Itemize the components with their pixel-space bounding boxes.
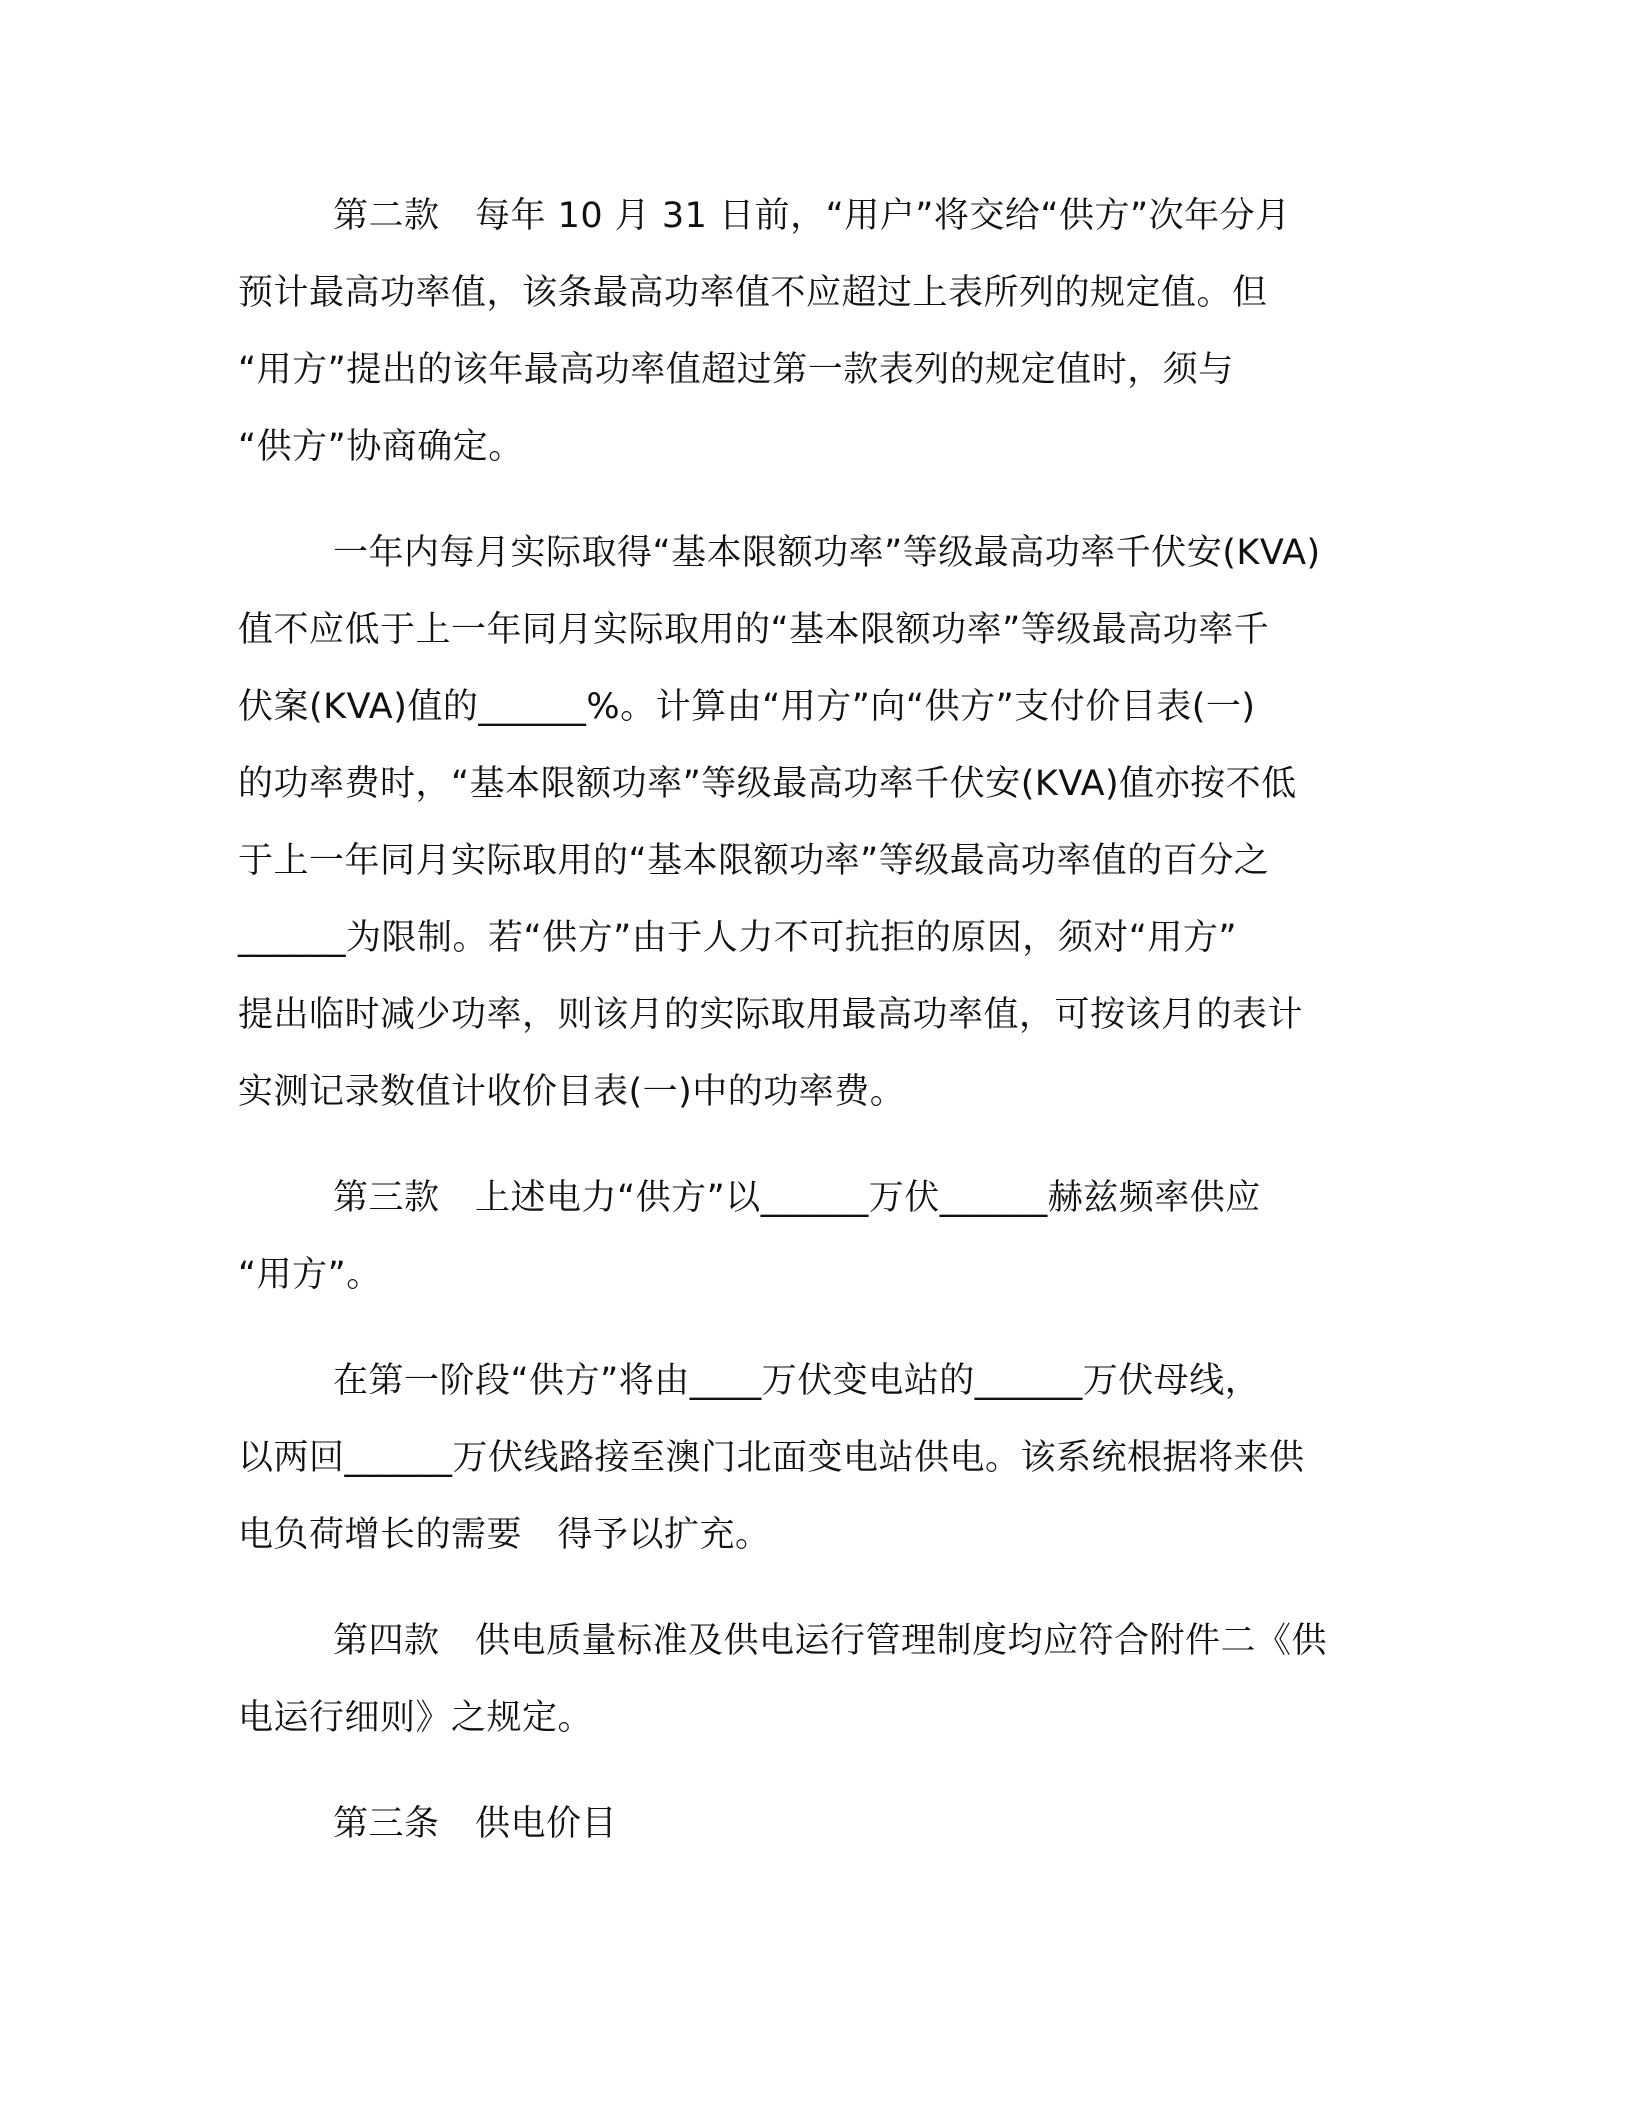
article-3-heading: 第三条 供电价目 [333, 1804, 618, 1844]
power-paragraph-line-7: 提出临时减少功率，则该月的实际取用最高功率值，可按该月的表计 [238, 995, 1304, 1035]
clause-2-line-2: 预计最高功率值，该条最高功率值不应超过上表所列的规定值。但 [238, 273, 1268, 313]
power-paragraph-line-1: 一年内每月实际取得“基本限额功率”等级最高功率千伏安(KVA) [333, 533, 1321, 573]
clause-2-line-1: 第二款 每年 10 月 31 日前，“用户”将交给“供方”次年分月 [333, 196, 1291, 236]
clause-4-line-2: 电运行细则》之规定。 [238, 1698, 594, 1738]
stage-paragraph-line-2: 以两回______万伏线路接至澳门北面变电站供电。该系统根据将来供 [238, 1438, 1305, 1478]
clause-3-line-1: 第三款 上述电力“供方”以______万伏______赫兹频率供应 [333, 1178, 1261, 1218]
power-paragraph-line-2: 值不应低于上一年同月实际取用的“基本限额功率”等级最高功率千 [238, 610, 1270, 650]
clause-4-line-1: 第四款 供电质量标准及供电运行管理制度均应符合附件二《供 [333, 1621, 1328, 1661]
stage-paragraph-line-3: 电负荷增长的需要 得予以扩充。 [238, 1515, 771, 1555]
power-paragraph-line-4: 的功率费时，“基本限额功率”等级最高功率千伏安(KVA)值亦按不低 [238, 764, 1297, 804]
power-paragraph-line-5: 于上一年同月实际取用的“基本限额功率”等级最高功率值的百分之 [238, 841, 1270, 881]
power-paragraph-line-3: 伏案(KVA)值的______%。计算由“用方”向“供方”支付价目表(一) [238, 687, 1256, 727]
power-paragraph-line-6: ______为限制。若“供方”由于人力不可抗拒的原因，须对“用方” [238, 918, 1238, 958]
stage-paragraph-line-1: 在第一阶段“供方”将由____万伏变电站的______万伏母线， [333, 1361, 1261, 1401]
clause-2-line-4: “供方”协商确定。 [238, 427, 524, 467]
power-paragraph-line-8: 实测记录数值计收价目表(一)中的功率费。 [238, 1072, 906, 1112]
clause-2-line-3: “用方”提出的该年最高功率值超过第一款表列的规定值时，须与 [238, 350, 1234, 390]
clause-3-line-2: “用方”。 [238, 1255, 382, 1295]
